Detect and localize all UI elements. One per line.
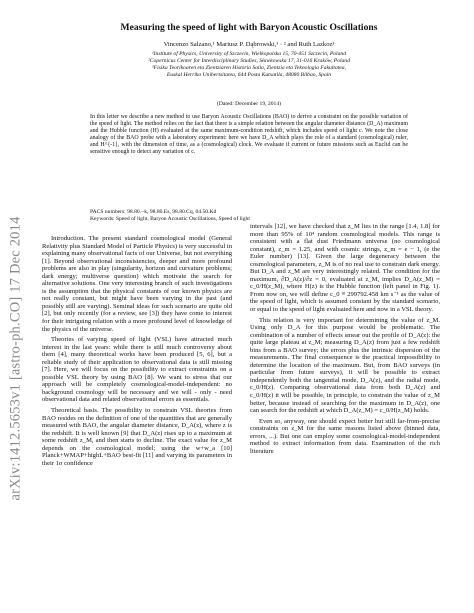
- affiliation-line: ¹Institute of Physics, University of Szczecin, Wielkopolska 15, 70-451 Szczecin, Poland: [151, 51, 346, 57]
- right-column: [250, 223, 440, 458]
- affiliations: [70, 51, 428, 79]
- arxiv-identifier: arXiv:1412.5653v1 [astro-ph.CO] 17 Dec 2014: [7, 216, 24, 501]
- date-line: (Dated: December 19, 2014): [217, 101, 281, 107]
- abstract: In this letter we describe a new method to use Baryon Acoustic Oscillations (BAO) to derive a constraint on the possible variation of the speed of light. The method relies on the fact that there is a simple relation between the angular diameter distance (D_A) maximum and the Hubble function (H) evaluated at the same maximum-condition redshift, which includes speed of light c. We note the close analogy of the BAO probe with a laboratory experiment: here we have D_A which plays the role of a standard (cosmological) ruler, and H^{-1}, with the dimension of time, as a (cosmological) clock. We evaluate if current or future missions such as Euclid can be sensitive enough to detect any variation of c.: [90, 114, 408, 156]
- paragraph-even-so: Even so, anyway, one should expect better but still far-from-precise constraints on z_M for the same reasons listed above (binned data, errors, ...). But one can employ some cosmological-model-independent method to extract information from data. Examination of the rich literature: [250, 417, 440, 455]
- pacs-numbers: PACS numbers: 98.80.−k, 98.80.Es, 98.80.Cq, 04.50.Kd: [90, 209, 217, 215]
- paragraph-intervals: intervals [12], we have checked that z_M lies in the range [1.4, 1.8] for more than 95% of 10⁴ random cosmological models. This range is consistent with a flat dust Friedmann universe (no cosmological constant), z_m = 1.25, and with cosmic strings, z_m = e − 1, (e the Euler number) [13]. Given the large degeneracy between the cosmological parameters, z_M is of no real use to constrain dark energy. But D_A and z_M are very interestingly related. The condition for the maximum, ∂D_A(z)/∂z = 0, evaluated at z_M, implies D_A(z_M) = c_0/H(z_M), where H(z) is the Hubble function (left panel in Fig. 1). From now on, we will define c_0 ≡ 299792.458 km s⁻¹ as the value of the speed of light, which is assumed constant by the standard scenario, or equal to the speed of light evaluated here and now in a VSL theory.: [250, 223, 440, 314]
- affiliation-line: ³Fisika Teorikoaren eta Zientziaren Historia Saila, Zientzia eta Teknologia Fakultatea,: [152, 65, 346, 71]
- affiliation-line: Euskal Herriko Unibertsitatea, 644 Posta Kutxatila, 48080 Bilbao, Spain: [166, 72, 332, 78]
- affiliation-line: ²Copernicus Center for Interdisciplinary Studies, Sławkowska 17, 31-016 Kraków, Poland: [148, 58, 350, 64]
- paragraph-vsl-theories: Theories of varying speed of light (VSL) have attracted much interest in the last years: while there is still much controversy about them [4], many theoretical works have been produced [5, 6], but a reliable study of their application to observational data is still missing [7]. Here, we will focus on the possibility to extract constraints on a possible VSL theory by using BAO [8]. We want to stress that our approach will be completely cosmological-model-independent: no background cosmology will be necessary and we will - only - need observational data and related observational errors as essentials.: [42, 336, 232, 404]
- keywords: Keywords: Speed of light, Baryon Acoustic Oscillations, Speed of light: [90, 216, 250, 222]
- paragraph-relation: This relation is very important for determining the value of z_M. Using only D_A for this purpose would be problematic. The combination of a number of effects smear out the profile of D_A(z): the quite large plateau at z_M; measuring D_A(z) from just a few redshift bins from a BAO survey; the errors plus the intrinsic dispersion of the measurements. The final consequence is the practical impossibility to determine the location of the maximum. But, from BAO surveys (in particular from future surveys), it will be possible to extract independently both the tangential mode, D_A(z), and the radial mode, c_0/H(z). Comparing observational data from both D_A(z) and c_0/H(z) it will be possible, in principle, to constrain the value of z_M better, because instead of searching for the maximum in D_A(z), one can search for the redshift at which D_A(z_M) = c_0/H(z_M) holds.: [250, 316, 440, 415]
- left-column: [42, 235, 232, 470]
- paper-title: Measuring the speed of light with Baryon Acoustic Oscillations: [120, 22, 378, 33]
- pacs-block: [90, 209, 408, 223]
- author-list: Vincenzo Salzano,¹ Mariusz P. Dąbrowski,¹ · ² and Ruth Lazkoz³: [163, 41, 335, 48]
- paragraph-theoretical-basis: Theoretical basis. The possibility to constrain VSL theories from BAO resides on the definition of one of the quantities that are generally measured with BAO, the angular diameter distance, D_A(z), where z is the redshift. It is well known [9] that D_A(z) rises up to a maximum at some redshift z_M, and then starts to decline. The exact value for z_M depends on the cosmological model; using the w+w_a [10] Planck+WMAP+highL+BAO best-fit [11] and varying its parameters in their 1σ confidence: [42, 407, 232, 467]
- paragraph-introduction: Introduction. The present standard cosmological model (General Relativity plus Standard Model of Particle Physics) is very successful in explaining many observational facts of our Universe, but not everything [1]. Beyond observational inconsistencies, deeper and more profound problems are also in play (singularity, horizon and curvature problems; dark energy; multiverse question) which motivate the search for alternative solutions. One very interesting branch of such investigations is the assumption that the physical constants of our known physics are not really constant, but might have been varying in the past (and possibly still are varying). Seminal ideas for such scenario are quite old [2], but only recently (for a review, see [3]) they have come to interest for their intriguing relation with a more profound level of knowledge of the physics of the universe.: [42, 235, 232, 333]
